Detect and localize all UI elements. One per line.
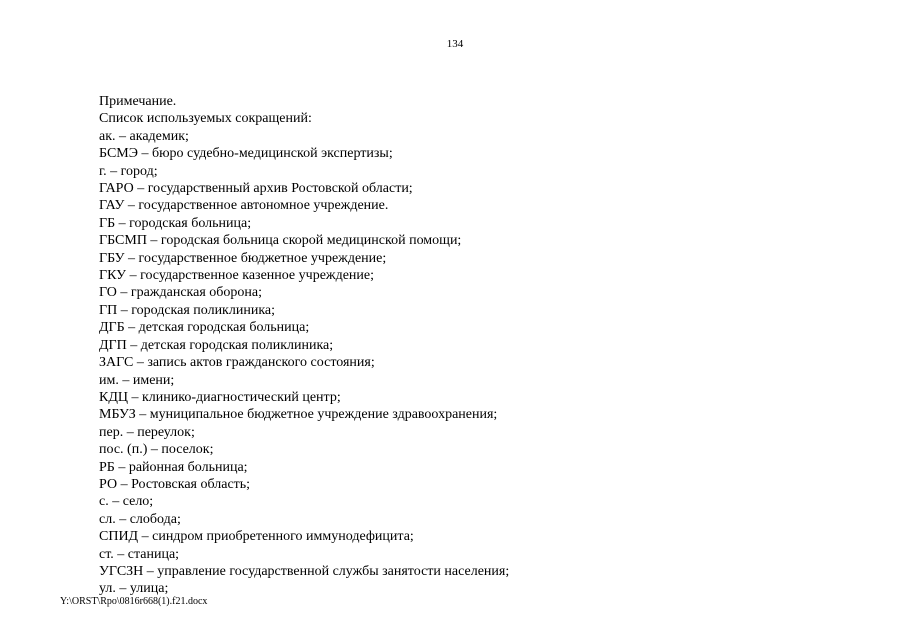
abbreviation-item: ул. – улица; bbox=[99, 581, 169, 597]
abbreviation-item: сл. – слобода; bbox=[99, 511, 181, 527]
abbreviation-item: РБ – районная больница; bbox=[99, 459, 248, 475]
abbreviation-item: УГСЗН – управление государственной службы занятости населения; bbox=[99, 563, 510, 579]
abbreviation-item: МБУЗ – муниципальное бюджетное учреждение здравоохранения; bbox=[99, 407, 498, 423]
abbreviation-item: СПИД – синдром приобретенного иммунодефицита; bbox=[99, 529, 414, 545]
abbreviation-item: ГБ – городская больница; bbox=[99, 215, 252, 231]
abbreviation-item: ГАРО – государственный архив Ростовской области; bbox=[99, 181, 413, 197]
abbreviation-list-title: Список используемых сокращений: bbox=[99, 111, 312, 127]
note-block bbox=[99, 93, 819, 598]
abbreviation-item: пос. (п.) – поселок; bbox=[99, 442, 214, 458]
abbreviation-item: ГО – гражданская оборона; bbox=[99, 285, 262, 301]
document-file-path: Y:\ORST\Rpo\0816r668(1).f21.docx bbox=[60, 596, 208, 607]
abbreviation-item: ДГБ – детская городская больница; bbox=[99, 320, 310, 336]
abbreviation-item: ГБСМП – городская больница скорой медицинской помощи; bbox=[99, 233, 462, 249]
abbreviation-item: ГБУ – государственное бюджетное учреждение; bbox=[99, 250, 387, 266]
abbreviation-item: им. – имени; bbox=[99, 372, 175, 388]
abbreviation-item: г. – город; bbox=[99, 163, 158, 179]
note-heading: Примечание. bbox=[99, 94, 177, 109]
abbreviation-item: ГАУ – государственное автономное учреждение. bbox=[99, 198, 389, 214]
abbreviation-item: КДЦ – клинико-диагностический центр; bbox=[99, 389, 341, 405]
abbreviation-item: пер. – переулок; bbox=[99, 424, 195, 440]
abbreviation-item: ГКУ – государственное казенное учреждение; bbox=[99, 268, 375, 284]
abbreviation-item: БСМЭ – бюро судебно-медицинской экспертизы; bbox=[99, 146, 393, 162]
abbreviation-item: ак. – академик; bbox=[99, 128, 189, 144]
abbreviation-item: ГП – городская поликлиника; bbox=[99, 302, 276, 318]
abbreviation-item: РО – Ростовская область; bbox=[99, 476, 251, 492]
abbreviation-item: ДГП – детская городская поликлиника; bbox=[99, 337, 334, 353]
page-number: 134 bbox=[446, 38, 464, 50]
abbreviation-item: с. – село; bbox=[99, 494, 154, 510]
abbreviation-item: ЗАГС – запись актов гражданского состояния; bbox=[99, 355, 375, 371]
abbreviation-item: ст. – станица; bbox=[99, 546, 180, 562]
